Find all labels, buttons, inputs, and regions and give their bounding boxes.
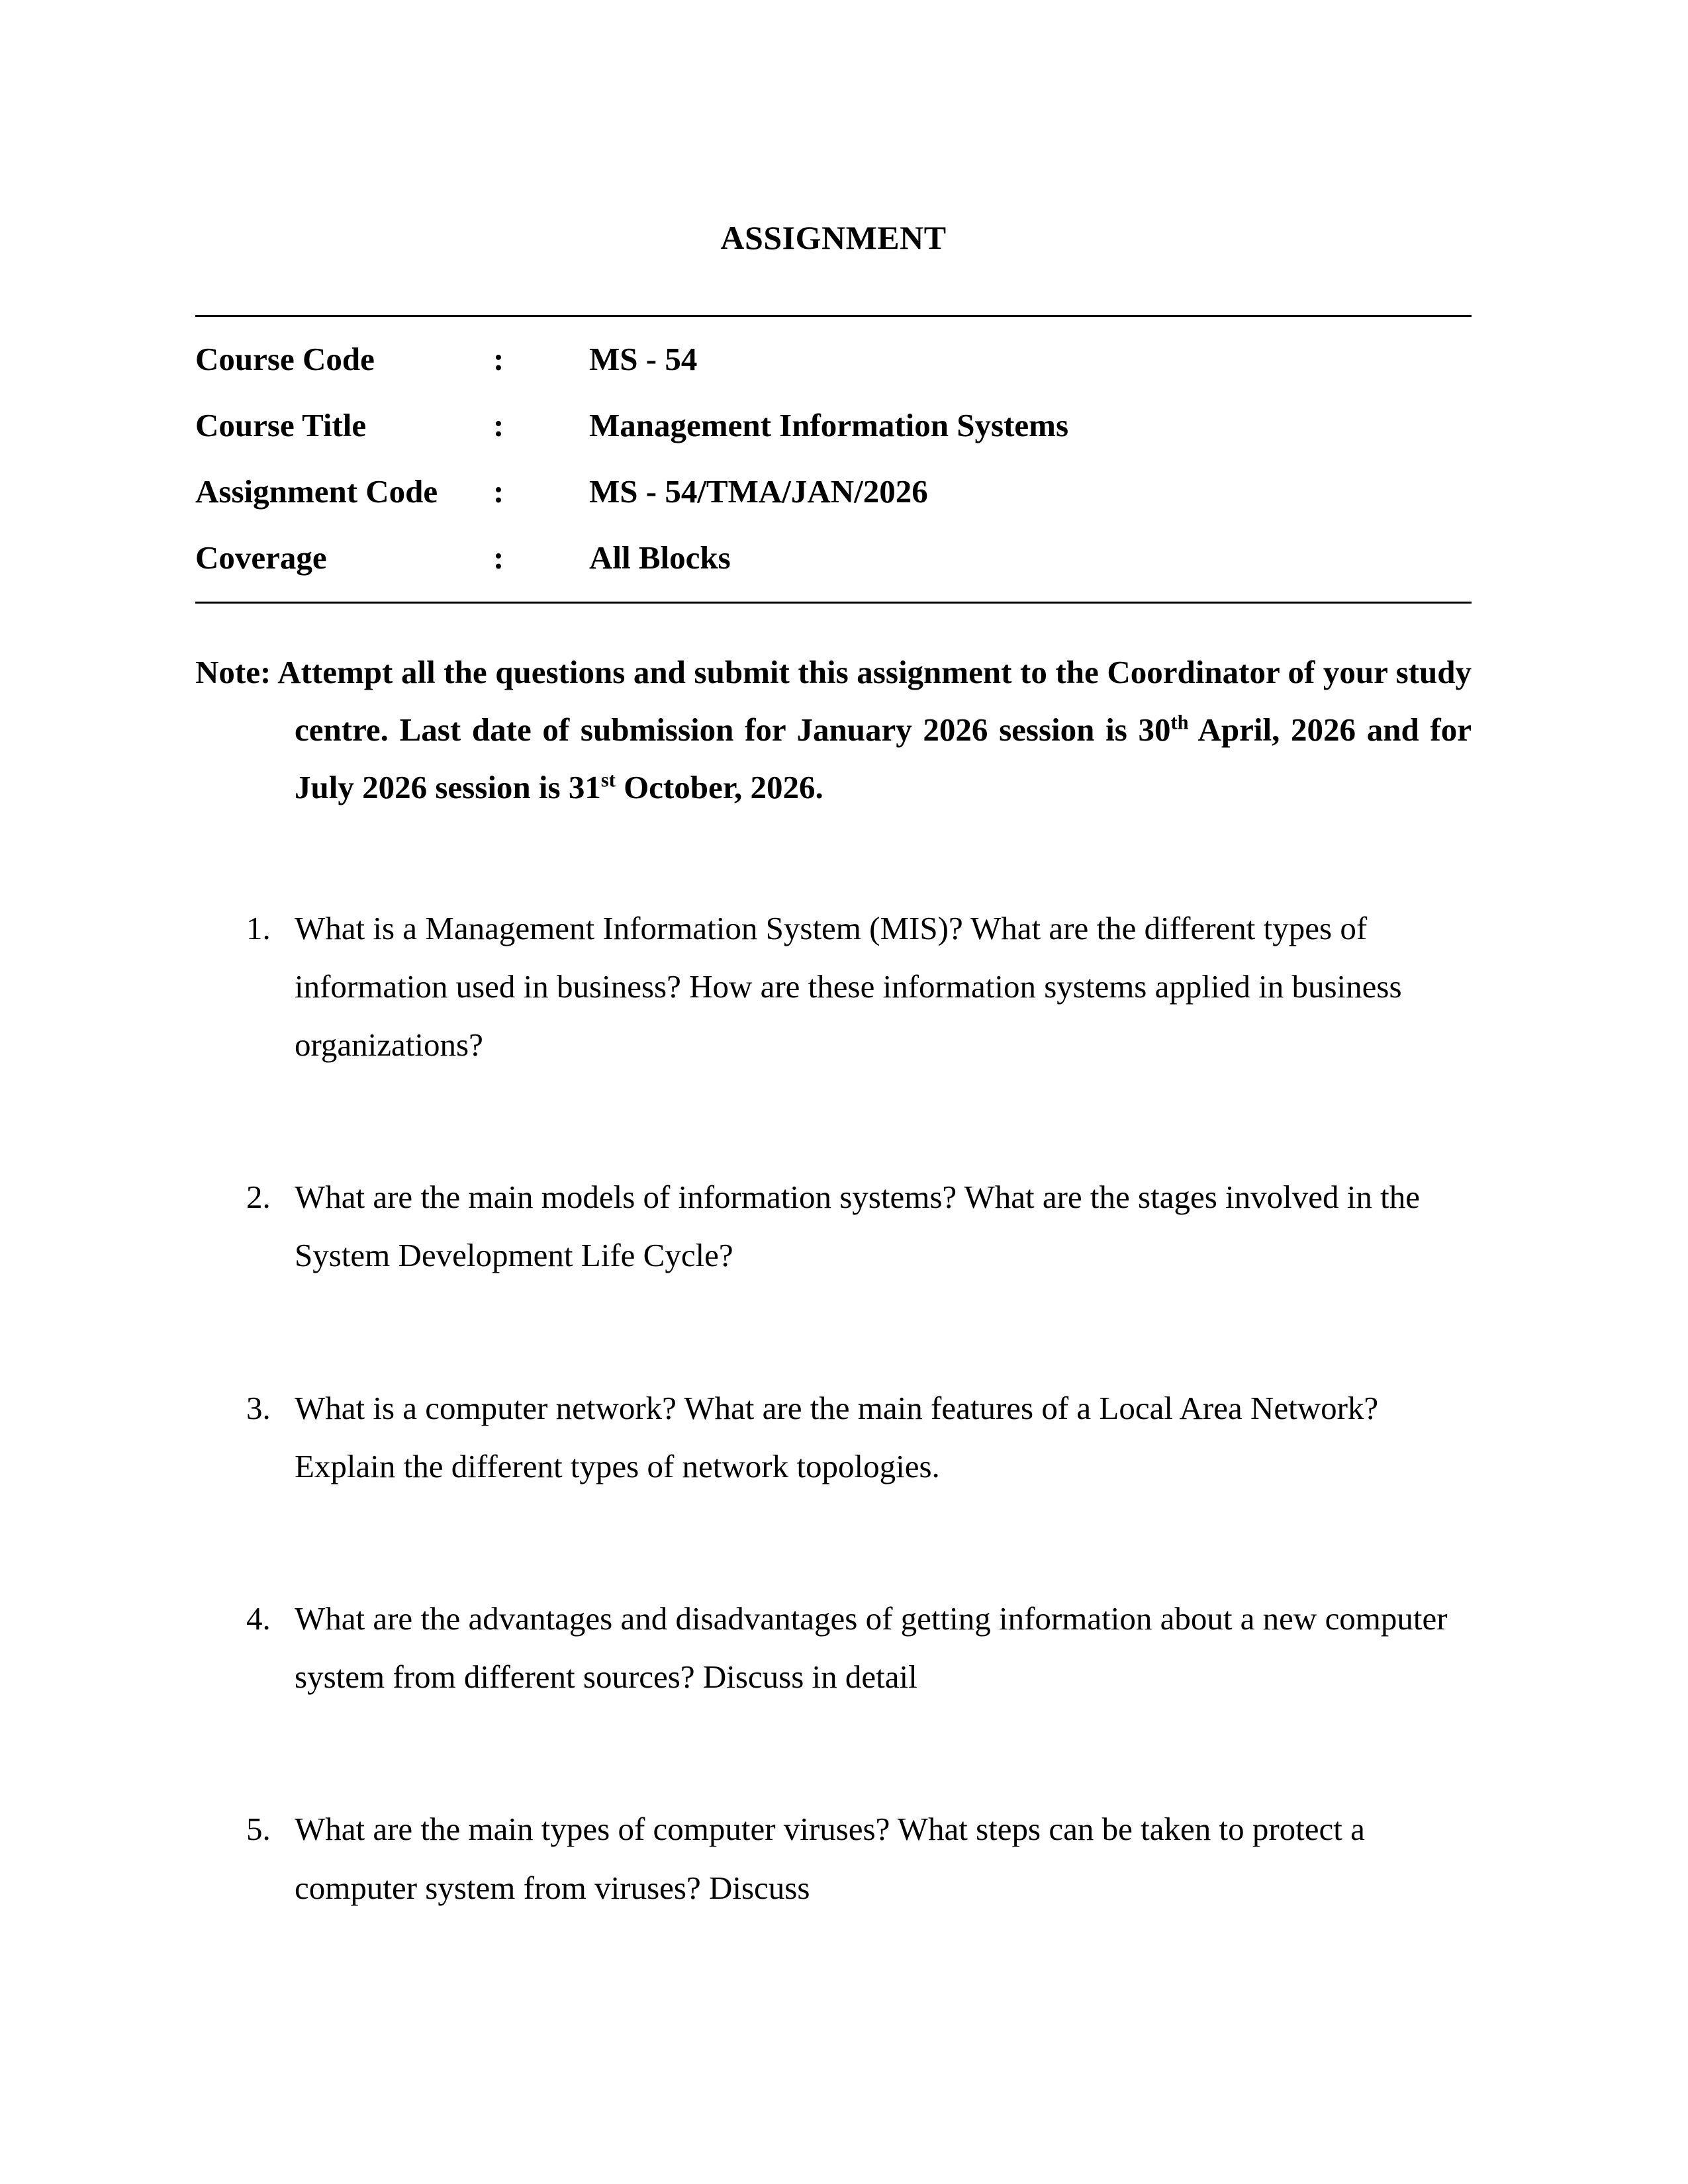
question-number: 2. [246,1179,271,1216]
info-colon: : [493,407,504,443]
page-title: ASSIGNMENT [720,219,947,256]
info-value: Management Information Systems [589,407,1069,443]
question-text: What are the advantages and disadvantages of getting information about a new computer system from different sources? Discuss in detail [295,1600,1448,1696]
question-item [246,1168,1472,1285]
question-number: 4. [246,1600,271,1637]
note-text-part3: October, 2026. [615,769,823,806]
info-table [195,315,1472,604]
info-label: Course Code [195,341,375,377]
question-text: What is a Management Information System (MIS)? What are the different types of information used in business? How are these information systems applied in business organizations? [295,909,1402,1064]
info-label: Coverage [195,539,327,576]
info-value: All Blocks [589,539,731,576]
info-value: MS - 54/TMA/JAN/2026 [589,473,928,510]
question-list [195,899,1472,1917]
question-item [246,1590,1472,1706]
question-text: What is a computer network? What are the main features of a Local Area Network? Explain the different types of network topologies. [295,1389,1379,1484]
info-label: Course Title [195,407,367,443]
info-row [195,326,1472,392]
note-superscript-th: th [1170,711,1189,734]
note-label: Note: [195,654,271,690]
question-text: What are the main types of computer viruses? What steps can be taken to protect a computer system from viruses? Discuss [295,1811,1365,1906]
info-row [195,525,1472,591]
note-text-part1: Attempt all the questions and submit this assignment to the Coordinator of your study centre. Last date of submission for January 2026 session is 30 [271,654,1472,749]
info-row [195,459,1472,525]
question-number: 5. [246,1811,271,1848]
info-label: Assignment Code [195,473,438,510]
info-row [195,392,1472,459]
note-text-part2: April, 2026 and for July 2026 session is 31 [295,711,1472,806]
note-paragraph [195,643,1472,817]
info-value: MS - 54 [589,341,698,377]
note-superscript-st: st [600,769,616,792]
info-colon: : [493,539,504,576]
info-colon: : [493,341,504,377]
question-item [246,1800,1472,1917]
question-item [246,1379,1472,1496]
question-text: What are the main models of information systems? What are the stages involved in the System Development Life Cycle? [295,1179,1420,1274]
question-item [246,899,1472,1075]
question-number: 3. [246,1389,271,1426]
info-colon: : [493,473,504,510]
question-number: 1. [246,909,271,946]
